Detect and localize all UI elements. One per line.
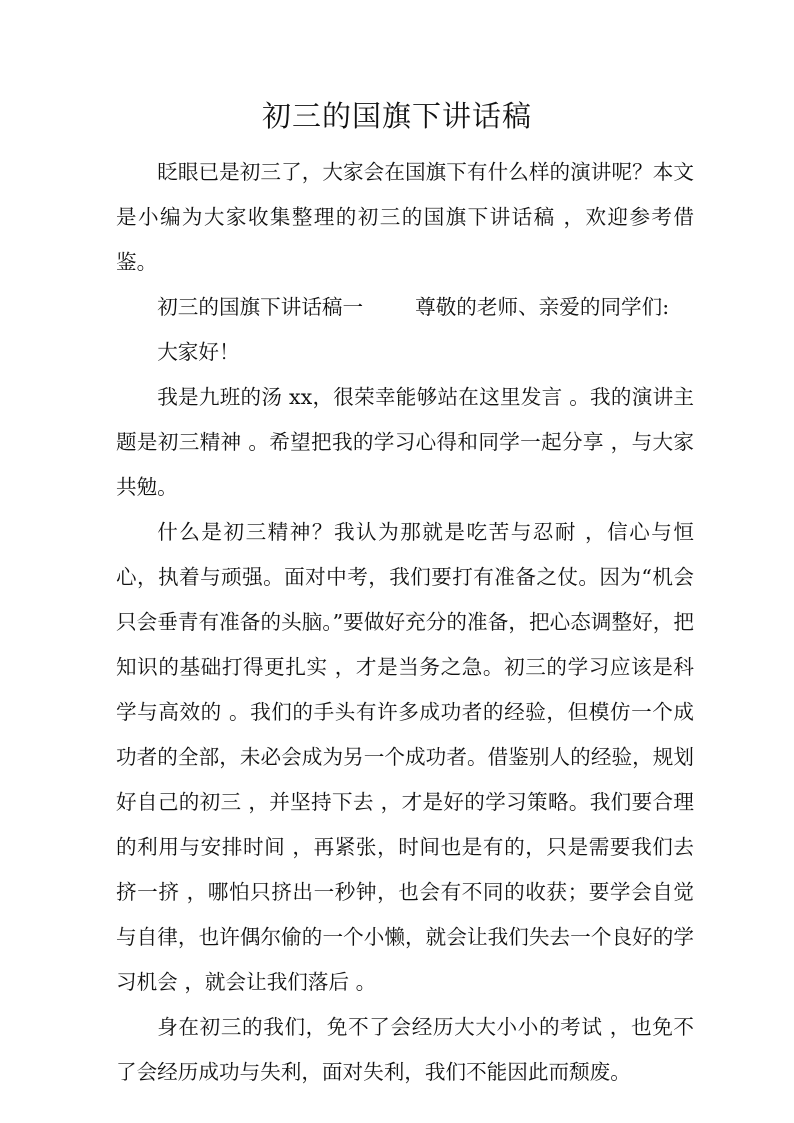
intro-paragraph: 眨眼已是初三了，大家会在国旗下有什么样的演讲呢？本文是小编为大家收集整理的初三的国旗下讲话稿 ，欢迎参考借鉴。 — [116, 160, 694, 274]
speech-heading-line — [116, 285, 694, 330]
speech-greeting: 尊敬的老师、亲爱的同学们: — [415, 295, 670, 319]
spirit-paragraph: 什么是初三精神？我认为那就是吃苦与忍耐 ，信心与恒心，执着与顽强。面对中考，我们要打有准备之仗。因为“机会只会垂青有准备的头脑。”要做好充分的准备，把心态调整好，把知识的基础打得更扎实 ，才是当务之急。初三的学习应该是科学与高效的 。我们的手头有许多成功者的经验，但模仿一个成功者的全部，未必会成为另一个成功者。借鉴别人的经验，规划好自己的初三 ，并坚持下去 ，才是好的学习策略。我们要合理的利用与安排时间 ，再紧张，时间也是有的，只是需要我们去挤一挤 ，哪怕只挤出一秒钟，也会有不同的收获；要学会自觉与自律，也许偶尔偷的一个小懒，就会让我们失去一个良好的学习机会 ，就会让我们落后 。 — [116, 520, 694, 994]
exam-paragraph: 身在初三的我们，免不了会经历大大小小的考试 ，也免不了会经历成功与失利，面对失利，我们不能因此而颓废。 — [116, 1015, 694, 1084]
document-title: 初三的国旗下讲话稿 — [261, 99, 532, 133]
document-body — [116, 150, 694, 1095]
speech-heading: 初三的国旗下讲话稿一 — [157, 295, 364, 319]
self-introduction-paragraph: 我是九班的汤 xx，很荣幸能够站在这里发言 。我的演讲主题是初三精神 。希望把我的学习心得和同学一起分享 ，与大家共勉。 — [116, 385, 694, 499]
hello-paragraph: 大家好！ — [157, 340, 240, 364]
